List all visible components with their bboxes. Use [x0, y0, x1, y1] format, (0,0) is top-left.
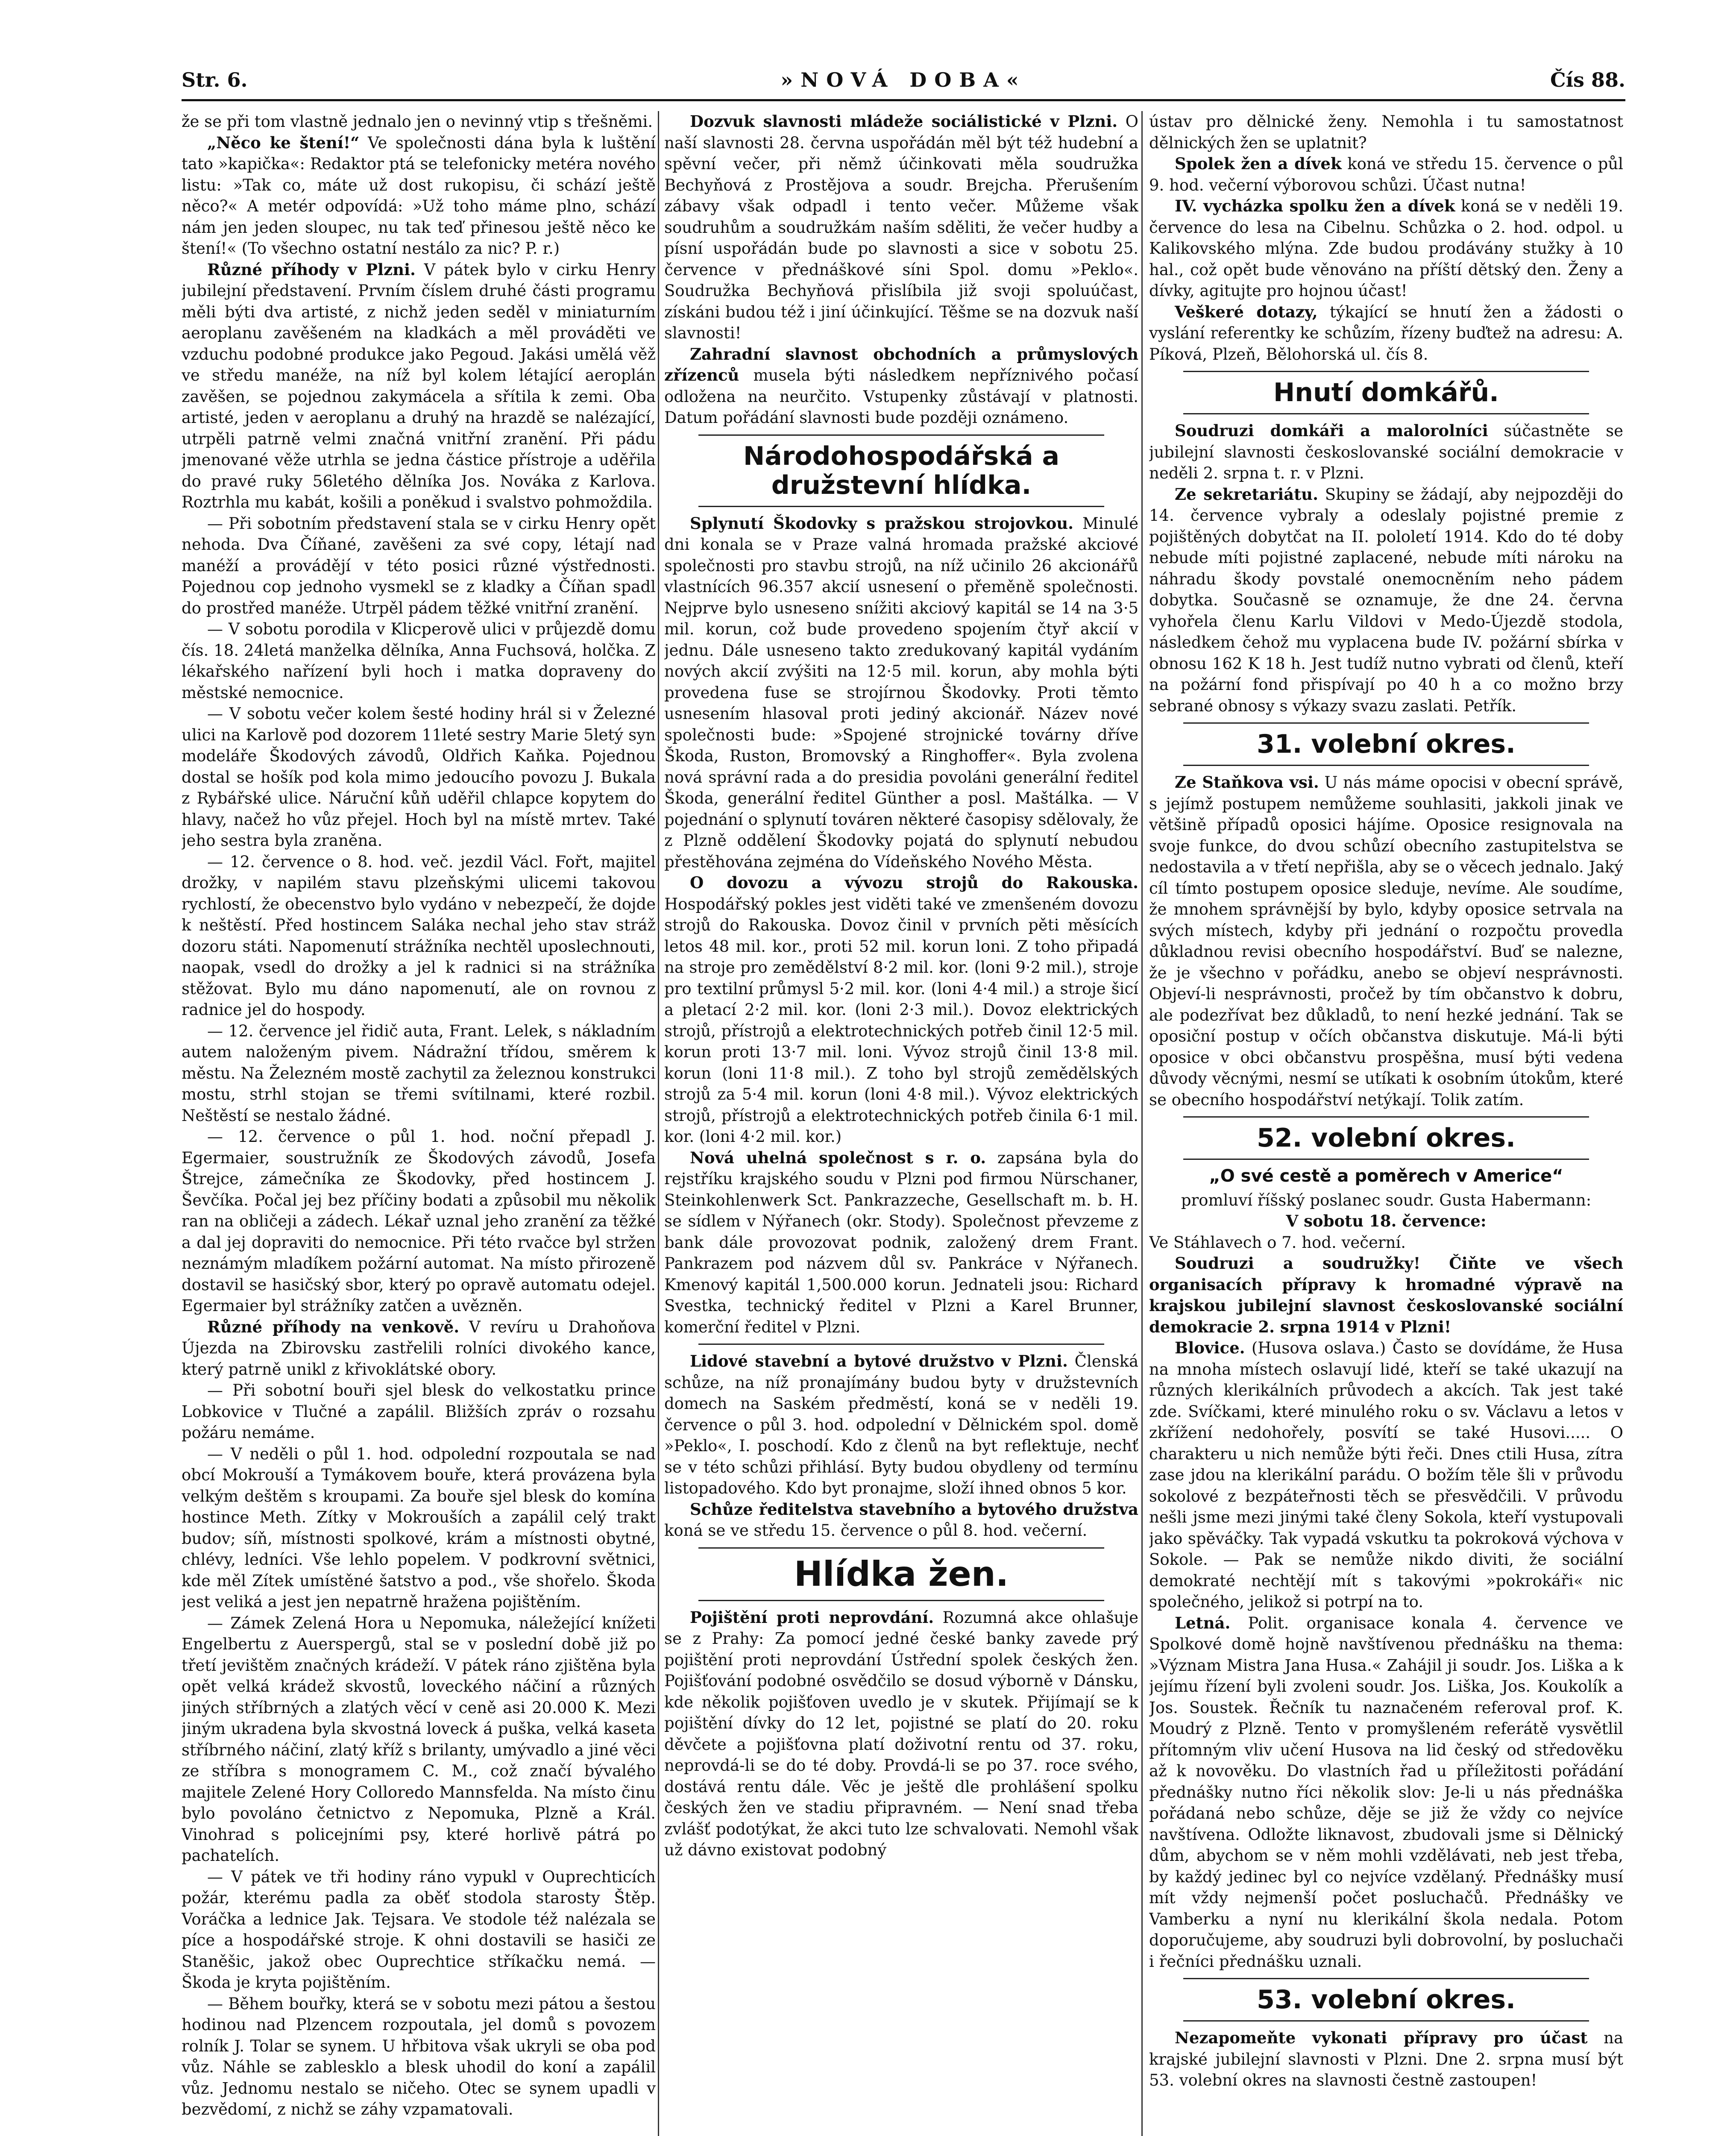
headline: Nezapomeňte vykonati přípravy pro účast [1175, 2028, 1588, 2047]
article-body: V pátek bylo v cirku Henry jubilejní představení. Prvním číslem druhé části programu měli býti dva artisté, z nichž jeden seděl v miniaturním aeroplanu zavěšeném na kladkách a měl prováděti ve vzduchu podobné produkce jako Pegoud. Jakási umělá věž ve středu manéže, na níž byl kolem létající aeroplán zavěšen, se pojednou zakymácela a sřítila k zemi. Oba artisté, jeden v aeroplanu a druhý na hrazdě se nalézající, utrpěli patrně velmi značná vnitřní zranění. Při pádu jmenované věže utrhla se jedna částice přístroje a uděřila do pravé ruky 56letého dělníka Jos. Nováka z Karlova. Roztrhla mu kabát, košili a poněkud i svalstvo pohmoždila. [182, 260, 656, 511]
article [664, 1607, 1138, 1861]
section-divider [1183, 2020, 1589, 2022]
article-body: O naší slavnosti 28. června uspořádán měl být též hudební a spěvní večer, při němž účinkovati měla soudružka Bechyňová z Prostějova a soudr. Brejcha. Přerušením zábavy však odpadl i tento večer. Můžeme však soudruhům a soudružkám naším sděliti, že večer hudby a písní uspořádán bude po slavnosti a sice v sobotu 25. července v přednáškové síni Spol. domu »Peklo«. Soudružka Bechyňová přislíbila již svoji spoluúčast, získáni budou též i jiní účinkující. Těšme se na dozvuk naší slavnosti! [664, 112, 1138, 342]
page-number: Str. 6. [182, 68, 248, 91]
section-divider [1183, 1978, 1589, 1979]
article [1149, 420, 1623, 484]
article-body: Ve společnosti dána byla k luštění tato »kapička«: Redaktor ptá se telefonicky metéra nového listu: »Tak co, máte už dost rukopisu, či schází ještě něco?« A metér odpovídá: »Už toho máme plno, schází nám jen jeden sloupec, nu tak teď přinesou ještě něco ke štení!« (To všechno ostatní nestálo za nic? P. r.) [182, 133, 656, 258]
paragraph: — V sobotu večer kolem šesté hodiny hrál si v Železné ulici na Karlově pod dozorem 11leté sestry Marie 5letý syn modeláře Škodových závodů, Oldřich Kaňka. Pojednou dostal se hošík pod kola mimo jedoucího povozu J. Bukala z Rybářské ulice. Náruční kůň uděřil chlapce kopytem do hlavy, načež ho vůz přejel. Hoch byl na místě mrtev. Také jeho sestra byla zraněna. [182, 704, 656, 850]
paragraph: — 12. července jel řidič auta, Frant. Lelek, s nákladním autem naloženým pivem. Nádražní třídou, směrem k městu. Na Železném mostě zachytil za železnou konstrukci mostu, strhl stojan se třemi svítilnami, které rozbil. Neštěstí se nestalo žádné. [182, 1021, 656, 1125]
section-divider [1183, 371, 1589, 372]
article [1149, 2027, 1623, 2091]
section-divider [1183, 1116, 1589, 1118]
section-divider [698, 506, 1104, 507]
paragraph: — Zámek Zelená Hora u Nepomuka, náležející knížeti Engelbertu z Auerspergů, stal se v poslední době již po třetí jevištěm značných krádeží. V pátek ráno zjištěna byla opět velká krádež skvostů, loveckého náčiní a různých jiných stříbrných a zlatých věcí v ceně asi 20.000 K. Mezi jiným ukradena byla skvostná loveck á puška, velká kaseta stříbrného náčiní, zlatý kříž s brilanty, umývadlo a jiné věci ze stříbra s monogramem C. M., což značí bývalého majitele Zelené Hory Colloredo Mannsfelda. Na místo činu bylo povoláno četnictvo z Nepomuka, Plzně a Král. Vinohrad s policejními psy, které horlivě pátrá po pachatelích. [182, 1614, 656, 1865]
article-body: koná se v neděli 19. července do lesa na Cibelnu. Schůzka o 2. hod. odpol. u Kalikovského mlýna. Zde budou prodávány stužky à 10 hal., což opět bude věnováno na příští dětský den. Ženy a dívky, agitujte pro hojnou účast! [1149, 197, 1623, 300]
article [664, 1499, 1138, 1541]
lecture-title: „O své cestě a poměrech v Americe“ [1209, 1166, 1563, 1186]
section-divider [1183, 413, 1589, 414]
paragraph: — 12. července o půl 1. hod. noční přepadl J. Egermaier, soustružník ze Škodových závodů, Josefa Štrejce, zámečníka ze Škodovky, před hostincem J. Ševčíka. Počal jej bez příčiny bodati a způsobil mu několik ran na obličeji a zádech. Lékař uznal jeho zranění za těžké a dal jej dopraviti do nemocnice. Při této rvačce byl stržen neznámým mladíkem požární automat. Na místo přirozeně dostavil se hasičský sbor, který po opravě automatu odejel. Egermaier byl strážníky zatčen a uvězněn. [182, 1127, 656, 1315]
section-divider [698, 1547, 1104, 1549]
headline: Soudruzi a soudružky! [1175, 1254, 1421, 1273]
article [664, 1351, 1138, 1499]
article-body: súčastněte se jubilejní slavnosti českoslovanské sociální demokracie v neděli 2. srpna t. r. v Plzni. [1149, 422, 1623, 482]
article [1149, 1613, 1623, 1972]
column-3 [1149, 111, 1623, 2136]
article [664, 513, 1138, 873]
paragraph: — V neděli o půl 1. hod. odpolední rozpoutala se nad obcí Mokrouší a Tymákovem bouře, která provázena byla velkým deštěm s kroupami. Za bouře sjel blesk do komína hostince Meth. Zítky v Mokrouších a zapálil celý trakt budov; síň, místnosti spolkové, krám a místnosti obytné, chlévy, ledníci. Vše lehlo popelem. V podkrovní světnici, kde měl Zítek umístěné šatstvo a pod., vše shořelo. Škoda jest veliká a jest jen nepatrně hražena pojištěním. [182, 1444, 656, 1611]
article [1149, 1253, 1623, 1338]
article-body: Polit. organisace konala 4. července ve Spolkové domě hojně navštívenou přednášku na thema: »Význam Mistra Jana Husa.« Zahájil ji soudr. Jos. Liška a k jejímu řízení byli zvoleni soudr. Jos. Liška, Jos. Koukolík a Jos. Soustek. Řečník tu naznačeném referoval prof. K. Moudrý z Plzně. Tento v promyšleném referátě vysvětlil přítomným vliv učení Husova na lid český od středověku až k novověku. Do vlastních řad u příležitosti pořádání přednášky nutno říci několik slov: Je-li u nás přednáška pořádaná nebo schůze, děje se již že vždy co nejvíce navštívena. Odložte liknavost, zbudovali jsme si Dělnický dům, abychom se v něm mohli vzdělávati, neb jest třeba, by každý jedinec byl co nejvíce vzdělaný. Přednášky musí mít vždy nejmenší počet posluchačů. Přednášky ve Vamberku a nyní nu klerikální škola nedala. Potom doporučujeme, aby soudruzi byli dobrovolní, by posluchači i řečníci přednášku uznali. [1149, 1614, 1623, 1971]
headline: Blovice. [1175, 1338, 1245, 1357]
article-body: týkající se hnutí žen a žádosti o vyslání referentky ke schůzím, řízeny buďtež na adresu: A. Píková, Plzeň, Bělohorská ul. čís 8. [1149, 302, 1623, 364]
article-body: Minulé dni konala se v Praze valná hromada pražské akciové společnosti pro stavbu strojů, na níž učinilo 26 akcionářů vlastnících 96.357 akcií usnesení o přeměně společnosti. Nejprve bylo usneseno snížiti akciový kapitál se 14 na 3·5 mil. korun, což bude provedeno spojením čtyř akcií v jednu. Dále usneseno takto zredukovaný kapitál vydáním nových akcií zvýšiti na 12·5 mil. korun, aby mohla býti provedena fuse se strojírnou Škodovky. Proti těmto usnesením hlasoval proti jediný akcionář. Název nové společnosti bude: »Spojené strojnické továrny dříve Škoda, Ruston, Bromovský a Ringhoffer«. Byla zvolena nová správní rada a do presidia povoláni generální ředitel Škoda, generální ředitel Günther a posl. Maštálka. — V pojednání o splynutí továren některé časopisy sdělovaly, že z Plzně oddělení Škodovky pojatá do splynutí nebudou přestěhována zejména do Vídeňského Nového Města. [664, 514, 1138, 871]
headline: Veškeré dotazy, [1175, 302, 1318, 321]
section-heading: 53. volební okres. [1257, 1985, 1516, 2015]
column-divider [658, 111, 659, 2136]
column-divider [1141, 111, 1143, 2136]
headline: Různé příhody v Plzni. [207, 260, 416, 279]
headline: Ze sekretariátu. [1175, 484, 1318, 504]
headline: Nová uhelná společnost s r. o. [690, 1148, 986, 1167]
paragraph: — Během bouřky, která se v sobotu mezi pátou a šestou hodinou nad Plzencem rozpoutala, jel domů s povozem rolník J. Tolar se synem. U hřbitova však ukryli se oba pod vůz. Náhle se zablesklo a blesk uhodil do koní a zapálil vůz. Jednomu nestalo se ničeho. Otec se synem upadli v bezvědomí, z nichž se záhy vzpamatovali. [182, 1994, 656, 2118]
headline: Splynutí Škodovky s pražskou strojovkou. [690, 513, 1074, 533]
headline: Spolek žen a dívek [1175, 154, 1342, 173]
article [1149, 302, 1623, 365]
article [1149, 772, 1623, 1110]
article-body: koná se ve středu 15. července o půl 8. hod. večerní. [664, 1521, 1088, 1540]
headline: Různé příhody na venkově. [207, 1317, 460, 1336]
article-body: koná ve středu 15. července o půl 9. hod. večerní výborovou schůzi. Účast nutna! [1149, 155, 1623, 194]
paragraph: promluví říšský poslanec soudr. Gusta Habermann: [1181, 1191, 1592, 1209]
section-heading: Národohospodářská a družstevní hlídka. [743, 441, 1059, 500]
headline: „Něco ke štení!“ [207, 133, 360, 152]
paragraph: — V pátek ve tři hodiny ráno vypukl v Ouprechticích požár, kterému padla za oběť stodola starosty Štěp. Voráčka a lednice Jak. Tejsara. Ve stodole též nalézala se píce a hospodářské stroje. K ohni dostavili se hasiči ze Staněšic, jakož obec Ouprechtice stříkačku nemá. — Škoda je kryta pojištěním. [182, 1867, 656, 1992]
section-divider [1183, 1159, 1589, 1160]
article [664, 872, 1138, 1147]
article [1149, 196, 1623, 302]
paragraph: ústav pro dělnické ženy. Nemohla i tu samostatnost dělnických žen se uplatnit? [1149, 112, 1623, 152]
section-heading: 31. volební okres. [1257, 729, 1516, 759]
article-body: (Husova oslava.) Často se dovídáme, že Husa na mnoha místech oslavují lidé, kteří se také ukazují na různých klerikálních průvodech a akcích. Tak jest také zde. Svíčkami, které minulého roku o sv. Václavu a letos v zkřížení nedohořely, posvítí se také Husovi..... O charakteru u nich nemůže býti řeči. Dnes ctili Husa, zítra zase jdou na klerikální parádu. O božím těle šli v průvodu sokolové z bezpáteřnosti těch se přesvědčili. V průvodu nešli jsme mezi jinými také členy Sokola, kteří vystupovali jako spěváčky. Tak vypadá vskutku ta pokroková výchova v Sokole. — Pak se nemůže nikdo diviti, že sociální demokraté nechtějí mít s takovými »pokrokáři« nic společného, jelikož si potrpí na to. [1149, 1339, 1623, 1611]
paragraph: — Při sobotní bouři sjel blesk do velkostatku prince Lobkovice v Tlučné a zapálil. Bližších zpráv o rozsahu požáru nemáme. [182, 1381, 656, 1442]
paragraph: že se při tom vlastně jednalo jen o nevinný vtip s třešněmi. [182, 112, 653, 131]
article [664, 1147, 1138, 1338]
article-body: Členská schůze, na níž pronajímány budou byty v družstevních domech na Saském předměstí, koná se v neděli 19. července o půl 3. hod. odpolední v Dělnickém spol. domě »Peklo«, I. poschodí. Kdo z členů na byt reflektuje, nechť se v této schůzi přihlásí. Byty budou obydleny od termínu listopadového. Kdo byt pronajme, složí ihned obnos 5 kor. [664, 1352, 1138, 1497]
headline: Pojištění proti neprovdání. [690, 1608, 934, 1627]
section-heading: Hnutí domkářů. [1273, 378, 1499, 408]
headline: O dovozu a vývozu strojů do Rakouska. [690, 873, 1138, 892]
section-divider [1183, 765, 1589, 766]
column-1 [182, 111, 656, 2136]
paragraph: — 12. července o 8. hod. več. jezdil Václ. Fořt, majitel drožky, v napilém stavu plzeňskými ulicemi takovou rychlostí, že obecenstvo bylo vydáno v nebezpečí, že dojde k neštěstí. Před hostincem Saláka nechal jeho stav stráž dozoru státi. Napomenutí strážníka nechtěl uposlechnouti, naopak, vsedl do drožky a jel k radnici si na strážníka stěžovat. Bylo mu dáno napomenutí, ale on rovnou z radnice jel do hospody. [182, 852, 656, 1019]
article-body: Hospodářský pokles jest viděti také ve zmenšeném dovozu strojů do Rakouska. Dovoz činil v prvních pěti měsících letos 48 mil. kor., proti 52 mil. korun loni. Z toho připadá na stroje pro zemědělství 8·2 mil. kor. (loni 9·2 mil.), stroje pro textilní průmysl 5·2 mil. kor. (loni 4·4 mil.) a stroje šicí a pletací 2·2 mil. kor. (loni 2·3 mil.). Dovoz elektrických strojů, přístrojů a elektrotechnických potřeb činil 12·5 mil. korun proti 13·7 mil. loni. Vývoz strojů činil 13·8 mil. korun (loni 11·8 mil.). Z toho byl strojů zemědělských strojů za 5·4 mil. korun (loni 4·8 mil.). Vývoz elektrických strojů, přístrojů a elektrotechnických potřeb činila 6·1 mil. kor. (loni 4·2 mil. kor.) [664, 895, 1138, 1146]
column-2 [664, 111, 1138, 2136]
article-body: Rozumná akce ohlašuje se z Prahy: Za pomocí jedné české banky zavede prý pojištění proti neprovdání Ústřední spolek českých žen. Pojišťování podobné osvědčilo se dosud výborně v Dánsku, kde několik pojišťoven uvedlo je v skutek. Přijímají se k pojištění dívky do 12 let, pojistné se platí do 20. roku děvčete a pojišťovna platí doživotní rentu od 37. roku, neprovdá-li se do té doby. Provdá-li se po 37. roce svého, dostává rentu dále. Věc je ještě dle prohlášení spolku českých žen ve stadiu připravném. — Není snad třeba zvlášť podotýkat, že akci tuto lze schvalovati. Nemohl však už dávno existovat podobný [664, 1608, 1138, 1859]
headline: Schůze ředitelstva stavebního a bytového družstva [690, 1499, 1138, 1519]
paragraph: — Při sobotním představení stala se v cirku Henry opět nehoda. Dva Číňané, zavěšeni za své copy, létají nad manéží a provádějí v této posici různé výstřednosti. Pojednou cop jednoho vysmekl se z kladky a Číňan spadl do prostřed manéže. Utrpěl pádem těžké vnitřní zranění. [182, 514, 656, 617]
newspaper-title: »NOVÁ DOBA« [780, 68, 1026, 91]
article-body: U nás máme opocisi v obecní správě, s jejímž postupem nemůžeme souhlasiti, jakkoli jinak ve většině případů oposici hájíme. Oposice resignovala na svoje funkce, do dvou schůzí obecního zastupitelstva se nedostavila a v třetí nepřišla, aby se o věcech jednalo. Jaký cíl tímto postupem oposice sleduje, nevíme. Ale soudíme, že mnohem správnější by bylo, kdyby oposice setrvala na svých místech, kdyby při jednání o rozpočtu provedla důkladnou revisi obecního hospodářství. Buď se nalezne, že je všechno v pořádku, anebo se objeví nesprávnosti. Objeví-li nesprávnosti, pročež by tím občanstvo k dobru, ale podezřívat bez důkladů, to není hezké jednání. Tak se oposiční postup v očích občanstva diskutuje. Má-li býti oposice v obci občanstvu prospěšna, musí býti vedena důvody věcnými, nesmí se utíkati k osobním útokům, které se obecního hospodářství netýkají. Tolik zatím. [1149, 773, 1623, 1109]
headline: Lidové stavební a bytové družstvo v Plzni. [690, 1352, 1068, 1370]
article [664, 344, 1138, 428]
article-body: Čiňte ve všech organisacích přípravy k hromadné výpravě na krajskou jubilejní slavnost českoslovanské sociální demokracie 2. srpna 1914 v Plzni! [1149, 1254, 1623, 1336]
article [1149, 484, 1623, 717]
section-divider [698, 434, 1104, 436]
header-rule [182, 99, 1625, 101]
section-heading: Hlídka žen. [794, 1554, 1009, 1594]
article-body: zapsána byla do rejstříku krajského soudu v Plzni pod firmou Nürschaner, Steinkohlenwerk Sct. Pankrazzeche, Gesellschaft m. b. H. se sídlem v Nýřanech (okr. Stody). Společnost převzeme z bank dále provozovat podnik, založený drem Frant. Pankrazem pod názvem důl sv. Pankráce v Nýřanech. Kmenový kapitál 1,500.000 korun. Jednateli jsou: Richard Svestka, technický ředitel v Plzni a Karel Brunner, komerční ředitel v Plzni. [664, 1148, 1138, 1336]
article [1149, 1338, 1623, 1613]
headline: Soudruzi domkáři a malorolníci [1175, 421, 1488, 440]
article [182, 259, 656, 513]
article [182, 132, 656, 259]
article-body: musela býti následkem nepříznivého počasí odložena na neurčito. Vstupenky zůstávají v platnosti. Datum pořádání slavnosti bude později oznámeno. [664, 366, 1138, 427]
paragraph: — V sobotu porodila v Klicperově ulici v průjezdě domu čís. 18. 24letá manželka dělníka, Anna Fuchsová, holčka. Z lékařského nařízení byli hoch i matka dopraveny do městské nemocnice. [182, 620, 656, 702]
article [664, 111, 1138, 344]
paragraph: Ve Stáhlavech o 7. hod. večerní. [1149, 1233, 1406, 1252]
article [1149, 153, 1623, 196]
article [182, 1317, 656, 1380]
article-body: V revíru u Drahoňova Újezda na Zbirovsku zastřelili rolníci divokého kance, který patrně unikl z křivoklátské obory. [182, 1317, 656, 1379]
headline: Dozvuk slavnosti mládeže sociálistické v Plzni. [690, 112, 1118, 131]
article-body: na krajské jubilejní slavnosti v Plzni. Dne 2. srpna musí být 53. volební okres na slavnosti čestně zastoupen! [1149, 2029, 1623, 2089]
article-body: Skupiny se žádají, aby nejpozději do 14. července vybraly a odeslaly pojistné premie z pojištěných dobytčat na II. pololetí 1914. Kdo do té doby nebude míti pojistné zaplacené, nebude míti nároku na náhradu škody povstalé onemocněním neho pádem dobytka. Současně se oznamuje, že dne 24. června vyhořela členu Karlu Vildovi v Medo-Újezdě stodola, následkem čehož mu vyplacena bude IV. požární sbírka v obnosu 162 K 18 h. Jest tudíž nutno vybrati od členů, kteří na požární fond přispívají po 40 h a co možno brzy sebrané obnosy s výkazy svazu zaslati. Petřík. [1149, 485, 1623, 715]
paragraph: V sobotu 18. července: [1286, 1212, 1487, 1230]
headline: Ze Staňkova vsi. [1175, 773, 1319, 792]
section-divider [698, 1344, 1104, 1345]
issue-number: Čís 88. [1550, 68, 1625, 91]
section-heading: 52. volební okres. [1257, 1123, 1516, 1153]
headline: Zahradní slavnost obchodních a průmyslových zřízenců [664, 344, 1138, 384]
headline: IV. vycházka spolku žen a dívek [1175, 197, 1455, 215]
section-divider [698, 1600, 1104, 1601]
headline: Letná. [1175, 1613, 1231, 1632]
section-divider [1183, 722, 1589, 724]
